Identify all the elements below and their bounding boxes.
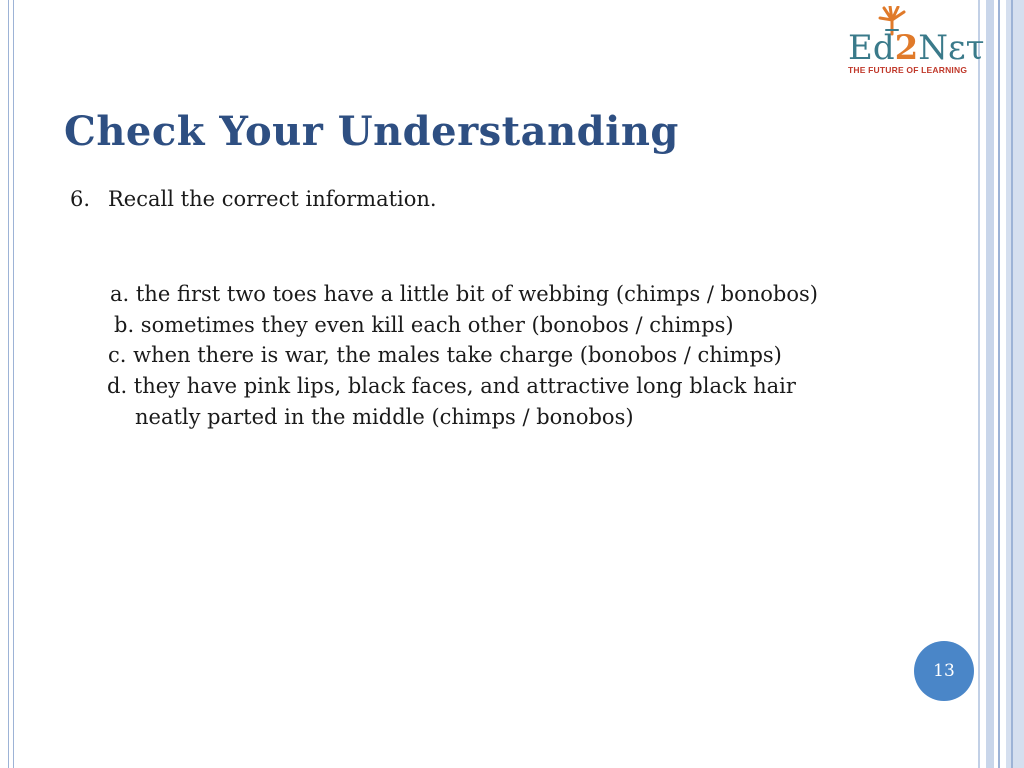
logo-wordmark: Ed2Nετ: [848, 28, 985, 68]
ed2net-logo: [844, 6, 985, 76]
page-number-badge: 13: [914, 641, 974, 701]
question-number: 6.: [70, 187, 91, 211]
right-border-decoration: [978, 0, 1024, 768]
list-item-a: a. the first two toes have a little bit of webbing (chimps / bonobos): [110, 282, 818, 306]
left-border-decoration: [8, 0, 14, 768]
question-text: Recall the correct information.: [108, 187, 437, 211]
list-item-d-continued: neatly parted in the middle (chimps / bonobos): [135, 405, 634, 429]
list-item-b: b. sometimes they even kill each other (bonobos / chimps): [114, 313, 734, 337]
list-item-d: d. they have pink lips, black faces, and attractive long black hair: [107, 374, 796, 398]
logo-tagline: THE FUTURE OF LEARNING: [848, 65, 968, 75]
slide-title: Check Your Understanding: [64, 108, 679, 155]
list-item-c: c. when there is war, the males take charge (bonobos / chimps): [108, 343, 782, 367]
question: [70, 187, 437, 211]
